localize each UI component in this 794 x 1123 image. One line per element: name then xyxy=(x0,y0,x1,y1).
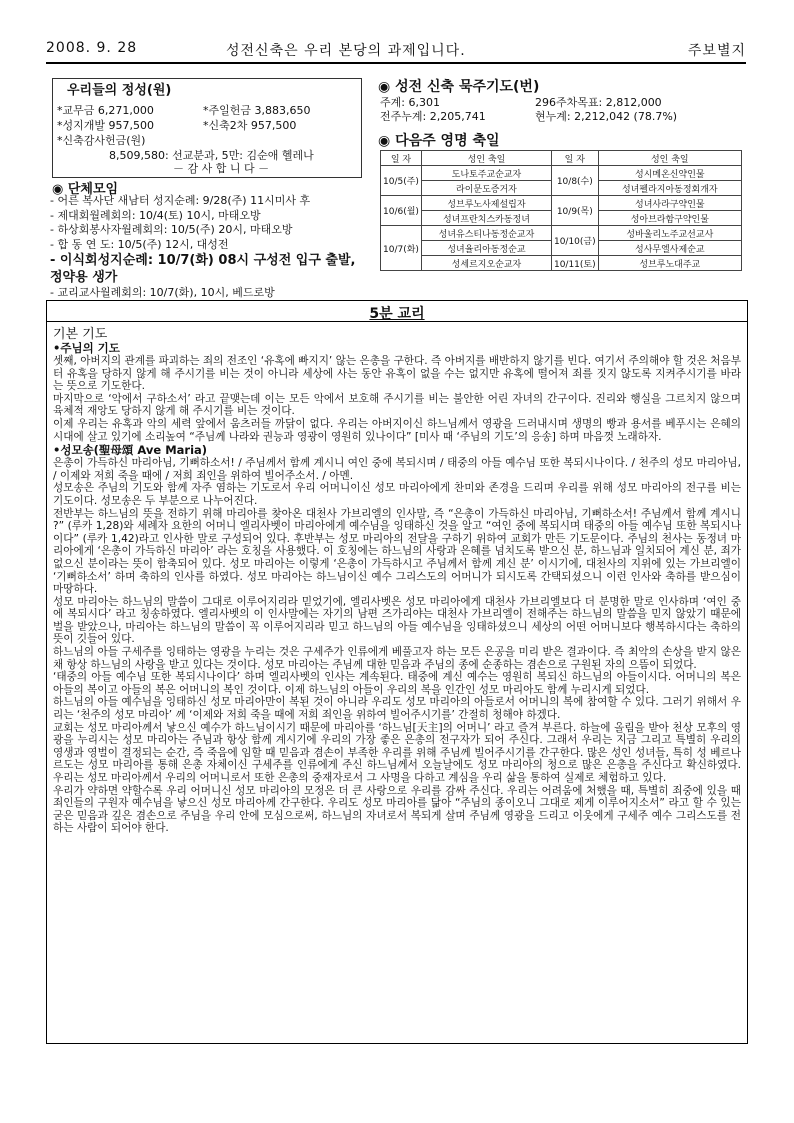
paragraph: 성모송은 주님의 기도와 함께 자주 염하는 기도로서 우리 어머니이신 성모 마리아에게 찬미와 존경을 드리며 우리를 위해 성모 마리아의 전구를 비는 기도이다. 성모송은 두 부분으로 나누어진다. xyxy=(53,482,741,507)
feast-saint: 도나토주교순교자 xyxy=(421,166,551,181)
group-pilgrimage: - 이식회성지순례: 10/7(화) 08시 구성전 입구 출발, 정약용 생가 xyxy=(50,253,356,285)
feast-saint: 라이문도증거자 xyxy=(421,181,551,196)
group-item: - 어른 복사단 새남터 성지순례: 9/28(주) 11시미사 후 xyxy=(50,194,311,207)
divider xyxy=(47,321,747,322)
feast-header: 일 자 xyxy=(381,151,422,166)
rosary-title-text: 성전 신축 묵주기도(번) xyxy=(395,79,540,95)
feast-saint: 성녀사라구약인물 xyxy=(598,196,741,211)
paragraph: 셋째, 아버지의 관계를 파괴하는 죄의 전조인 ‘유혹에 빠지지’ 않는 은총을 구한다. 즉 아버지를 배반하지 않기를 빈다. 여기서 주의해야 할 것은 처음부터 유혹을 당하지 않게 해 주시기를 비는 것이 아니라 세상에 사는 동안 유혹이 없을 수는 없지만 유혹에 떨어져 죄를 짓지 않도록 지켜주시기를 바라는 뜻으로 기도한다. xyxy=(53,355,741,393)
header-date: 2008. 9. 28 xyxy=(46,40,138,56)
group-item: - 하상회봉사자월례회의: 10/5(주) 20시, 마태오방 xyxy=(50,223,293,236)
rosary-week: 주계: 6,301 xyxy=(380,96,440,109)
offering-donation: 8,509,580: 선교분과, 5만: 김순애 헬레나 xyxy=(109,149,314,162)
page-header xyxy=(46,40,746,64)
feast-saint: 성녀유스티나동정순교자 xyxy=(421,226,551,241)
target-icon: ◉ xyxy=(378,79,391,95)
section-title: •주님의 기도 xyxy=(53,341,120,355)
feast-saint: 성바울리노주교선교사 xyxy=(598,226,741,241)
feast-table xyxy=(380,150,742,271)
paragraph: 하느님의 아들 구세주를 잉태하는 영광을 누리는 것은 구세주가 인류에게 베풀고자 하는 모든 은공을 미리 받은 결과이다. 즉 최악의 손상을 받지 않은 채 항상 하느님의 사랑을 받고 있다는 것이다. 성모 마리아는 주님께 대한 믿음과 주님의 종에 순종하는 겸손으로 구원된 자의 으뜸이 되었다. xyxy=(53,646,741,671)
paragraph: 은총이 가득하신 마리아님, 기뻐하소서! / 주님께서 함께 계시니 여인 중에 복되시며 / 태중의 아들 예수님 또한 복되시나이다. / 천주의 성모 마리아님, / 이제와 저희 죽을 때에 / 저희 죄인을 위하여 빌어주소서. / 아멘. xyxy=(53,457,741,482)
group-item: - 합 동 연 도: 10/5(주) 12시, 대성전 xyxy=(50,237,229,251)
paragraph: 교회는 성모 마리아께서 낳으신 예수가 하느님이시기 때문에 마리아를 ‘하느님[天主]의 어머니’ 라고 즐겨 부른다. 하늘에 올림을 받아 천상 모후의 영광을 누리시는 성모 마리아는 주님과 항상 함께 계시기에 우리의 가장 좋은 은총의 전구자가 되어 주신다. 그래서 우리는 지금 그리고 특별히 우리의 영생과 영벌이 결정되는 순간, 즉 죽음에 임할 때 믿음과 겸손이 부족한 우리를 위해 주님께 빌어주시기를 간구한다. 많은 성인 성녀들, 특히 성 베르나르도는 성모 마리아를 통해 은총 자체이신 구세주를 인류에게 주신 하느님께서 오늘날에도 성모 마리아의 청으로 많은 은총을 주신다고 확신하였다. 우리는 성모 마리아께서 우리의 어머니로서 또한 은총의 중재자로서 그 사명을 다하고 계심을 우리 삶을 통하여 실제로 체험하고 있다. xyxy=(53,721,742,784)
paragraph: 전반부는 하느님의 뜻을 전하기 위해 마리아를 찾아온 대천사 가브리엘의 인사말, 즉 “은총이 가득하신 마리아님, 기뻐하소서! 주님께서 함께 계시니 ?” (루카 1,28)와 세례자 요한의 어머니 엘리사벳이 마리아에게 예수님을 잉태하신 것을 알고 “여인 중에 복되시며 태중의 아들 예수님 또한 복되시나이다” (루카 1,42)라고 인사한 말로 구성되어 있다. 후반부는 성모 마리아의 전달을 구하기 위하여 교회가 만든 기도문이다. 주님의 천사는 동정녀 마리아에게 ‘은총이 가득하신 마리아’ 라는 호칭을 사용했다. 이 호칭에는 하느님의 사랑과 은혜를 넘치도록 받으신 분, 하느님과 일치되어 계신 분, 죄가 없으신 분이라는 뜻이 함축되어 있다. 성모 마리아는 이렇게 ‘은총이 가득하시고 주님께서 함께 계신 분’ 이시기에, 대천사의 지위에 있는 가브리엘이 ‘기뻐하소서’ 하며 축하의 인사를 하였다. 성모 마리아는 하느님이신 예수 그리스도의 어머니가 되시도록 간택되셨으니 이런 인사와 축하를 받으심이 마땅하다. xyxy=(53,507,741,596)
rosary-row xyxy=(380,110,740,124)
feast-saint: 성녀율리아동정순교 xyxy=(421,241,551,256)
feast-saint: 성시메온신약인물 xyxy=(598,166,741,181)
offering-left-3: *신축감사헌금(원) xyxy=(57,134,146,147)
feast-saint: 성녀펠라지아동정회개자 xyxy=(598,181,741,196)
feast-saint: 성아브라함구약인물 xyxy=(598,211,741,226)
groups-list xyxy=(50,194,370,301)
offering-box xyxy=(52,78,362,178)
offering-left-2: *성지개발 957,500 xyxy=(57,119,154,132)
table-row xyxy=(381,196,742,211)
group-item: - 제대회월례회의: 10/4(토) 10시, 마태오방 xyxy=(50,208,261,222)
feast-saint: 성녀프란치스카동정녀 xyxy=(421,211,551,226)
header-subtitle: 주보별지 xyxy=(687,43,746,59)
feast-title-text: 다음주 영명 축일 xyxy=(395,133,500,149)
feast-date: 10/7(화) xyxy=(381,226,422,271)
offering-left-1: *교무금 6,271,000 xyxy=(57,104,154,117)
feast-date: 10/6(월) xyxy=(381,196,422,226)
rosary-stats xyxy=(380,96,740,124)
paragraph: 이제 우리는 유혹과 악의 세력 앞에서 움츠러들 까닭이 없다. 우리는 아버지이신 하느님께서 영광을 드러내시며 생명의 빵과 용서를 베푸시는 은혜의 시대에 살고 있기에 소리높여 “주님께 나라와 권능과 영광이 영원히 있나이다” [미사 때 ‘주님의 기도’의 응송] 하며 마음껏 노래하자. xyxy=(53,417,741,443)
catechism-panel xyxy=(46,300,748,1044)
feast-date: 10/10(금) xyxy=(551,226,598,256)
feast-date: 10/8(수) xyxy=(551,166,598,196)
rosary-goal: 296주차목표: 2,812,000 xyxy=(535,96,662,109)
target-icon: ◉ xyxy=(378,133,391,149)
section-title: •성모송(聖母頌 Ave Maria) xyxy=(53,443,208,458)
target-icon: ◉ xyxy=(52,182,64,197)
header-slogan: 성전신축은 우리 본당의 과제입니다. xyxy=(226,43,466,59)
feast-saint: 성사무엘사제순교 xyxy=(598,241,741,256)
feast-header: 일 자 xyxy=(551,151,598,166)
feast-header: 성인 축일 xyxy=(421,151,551,166)
feast-saint: 성브루노사제설립자 xyxy=(421,196,551,211)
catechism-heading: 기본 기도 xyxy=(53,327,108,342)
catechism-title: 5분 교리 xyxy=(369,306,425,322)
paragraph: 성모 마리아는 하느님의 말씀이 그대로 이루어지리라 믿었기에, 엘리사벳은 성모 마리아에게 대천사 가브리엘보다 더 분명한 말로 인사하며 ‘여인 중에 복되시다’ 라고 칭송하였다. 엘리사벳의 이 인사말에는 자기의 남편 즈가리야는 대천사 가브리엘이 전해주는 하느님의 말씀을 믿지 않았기 때문에 벌을 받았으나, 마리아는 하느님의 말씀이 꼭 이루어지리라 믿고 하느님의 아들 예수님을 잉태하셨으니 세상의 어떤 어머니보다 행복하시다는 축하의 뜻이 깃들어 있다. xyxy=(53,595,741,646)
table-row xyxy=(381,256,742,271)
paragraph: 우리가 약하면 약할수록 우리 어머니신 성모 마리아의 모정은 더 큰 사랑으로 우리를 감싸 주신다. 우리는 어려움에 처했을 때, 특별히 죄중에 있을 때 죄인들의 구원자 예수님을 낳으신 성모 마리아께 간구한다. 우리도 성모 마리아를 닮아 “주님의 종이오니 그대로 제게 이루어지소서” 라고 할 수 있는 굳은 믿음과 깊은 겸손으로 주님을 우리 안에 모심으로써, 하느님의 자녀로서 복되게 살며 주님께 영광을 드리고 이웃에게 구세주 예수 그리스도를 전하는 사람이 되어야 한다. xyxy=(53,784,741,835)
table-row xyxy=(381,166,742,181)
feast-header-row xyxy=(381,151,742,166)
paragraph: 마지막으로 ‘악에서 구하소서’ 라고 끝맺는데 이는 모든 악에서 보호해 주시기를 비는 불안한 어린 자녀의 간구이다. 진리와 행실을 그르치지 않으며 육체적 재앙도 당하지 않게 해 주시기를 비는 것이다. xyxy=(53,392,741,418)
paragraph: ‘태중의 아들 예수님 또한 복되시나이다’ 하며 엘리사벳의 인사는 계속된다. 태중에 계신 예수는 영원히 복되신 하느님의 아들이시다. 어머니의 복은 아들의 복이고 아들의 복은 어머니의 복인 것이다. 이제 하느님의 아들이 우리의 복을 인간인 성모 마리아도 함께 누리시게 되었다. xyxy=(53,671,741,696)
group-item: - 교리교사월례회의: 10/7(화), 10시, 베드로방 xyxy=(50,286,275,299)
paragraph: 하느님의 아들 예수님을 잉태하신 성모 마리아만이 복된 것이 아니라 우리도 성모 마리아의 아들로서 어머니의 복에 참여할 수 있다. 그러기 위해서 우리는 ‘천주의 성모 마리아’ 께 ‘이제와 저희 죽을 때에 저희 죄인을 위하여 빌어주시기를’ 간절히 청해야 하겠다. xyxy=(53,696,741,722)
rosary-row xyxy=(380,96,740,110)
groups-title-text: 단체모임 xyxy=(67,182,119,197)
feast-date: 10/9(목) xyxy=(551,196,598,226)
offering-title: 우리들의 정성(원) xyxy=(67,83,172,98)
feast-saint: 성세르지오순교자 xyxy=(421,256,551,271)
feast-saint: 성브루노대주교 xyxy=(598,256,741,271)
feast-date: 10/5(주) xyxy=(381,166,422,196)
offering-thanks: － 감 사 합 니 다 － xyxy=(173,162,270,175)
feast-header: 성인 축일 xyxy=(598,151,741,166)
catechism-body xyxy=(53,341,741,835)
offering-right-1: *주일헌금 3,883,650 xyxy=(203,104,311,117)
feast-date: 10/11(토) xyxy=(551,256,598,271)
rosary-title xyxy=(378,76,539,96)
feast-title xyxy=(378,130,500,150)
offering-right-2: *신축2차 957,500 xyxy=(203,119,297,132)
rosary-current-total: 현누계: 2,212,042 (78.7%) xyxy=(535,110,678,123)
table-row xyxy=(381,226,742,241)
rosary-prev-total: 전주누계: 2,205,741 xyxy=(380,110,486,123)
